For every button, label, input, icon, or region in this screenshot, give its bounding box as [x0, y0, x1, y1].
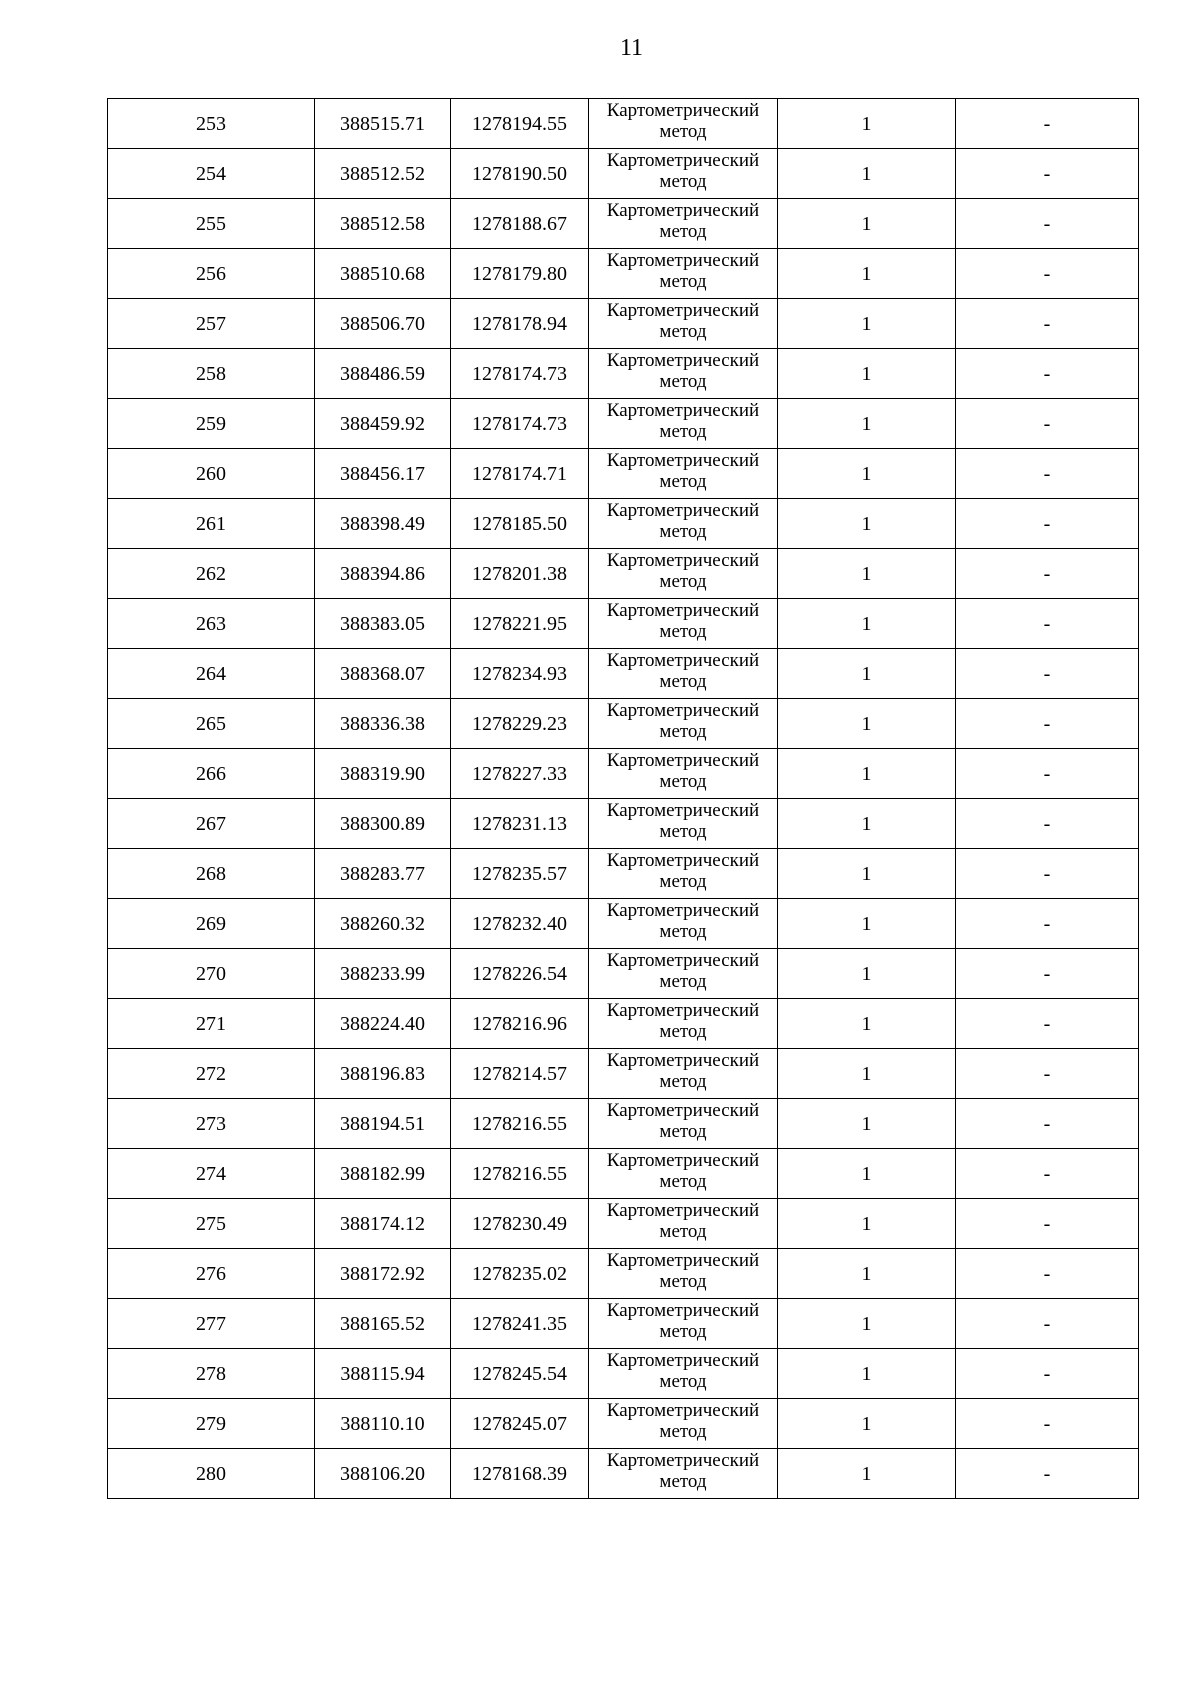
- cell-coordinate-x: 388283.77: [315, 849, 451, 899]
- cell-point-number: 262: [108, 549, 315, 599]
- method-line-2: метод: [659, 771, 707, 792]
- cell-method: [589, 1349, 778, 1399]
- table-row: [108, 899, 1139, 949]
- cell-accuracy: 1: [778, 149, 956, 199]
- cell-coordinate-y: 1278216.55: [451, 1099, 589, 1149]
- method-line-2: метод: [659, 1371, 707, 1392]
- cell-coordinate-x: 388459.92: [315, 399, 451, 449]
- cell-accuracy: 1: [778, 699, 956, 749]
- cell-point-number: 276: [108, 1249, 315, 1299]
- cell-description: -: [956, 699, 1139, 749]
- cell-method: [589, 349, 778, 399]
- method-line-2: метод: [659, 171, 707, 192]
- method-line-2: метод: [659, 271, 707, 292]
- table-row: [108, 449, 1139, 499]
- method-line-1: Картометрический: [606, 1000, 760, 1021]
- table-row: [108, 549, 1139, 599]
- cell-description: -: [956, 199, 1139, 249]
- cell-description: -: [956, 1449, 1139, 1499]
- table-row: [108, 1099, 1139, 1149]
- page-number: 11: [619, 35, 644, 61]
- method-line-2: метод: [659, 1021, 707, 1042]
- table-row: [108, 799, 1139, 849]
- cell-coordinate-x: 388512.58: [315, 199, 451, 249]
- cell-accuracy: 1: [778, 1249, 956, 1299]
- method-line-2: метод: [659, 471, 707, 492]
- cell-point-number: 264: [108, 649, 315, 699]
- table-row: [108, 199, 1139, 249]
- cell-description: -: [956, 949, 1139, 999]
- cell-point-number: 273: [108, 1099, 315, 1149]
- coordinates-table: [107, 98, 1139, 1499]
- table-row: [108, 1449, 1139, 1499]
- cell-coordinate-x: 388398.49: [315, 499, 451, 549]
- cell-method: [589, 149, 778, 199]
- table-row: [108, 849, 1139, 899]
- cell-method: [589, 99, 778, 149]
- method-line-1: Картометрический: [606, 1350, 760, 1371]
- method-line-2: метод: [659, 721, 707, 742]
- cell-coordinate-y: 1278174.73: [451, 399, 589, 449]
- method-line-1: Картометрический: [606, 950, 760, 971]
- method-line-1: Картометрический: [606, 1100, 760, 1121]
- table-row: [108, 1199, 1139, 1249]
- method-line-1: Картометрический: [606, 350, 760, 371]
- method-line-2: метод: [659, 1121, 707, 1142]
- cell-method: [589, 399, 778, 449]
- cell-accuracy: 1: [778, 349, 956, 399]
- cell-point-number: 254: [108, 149, 315, 199]
- cell-description: -: [956, 1349, 1139, 1399]
- cell-method: [589, 299, 778, 349]
- cell-method: [589, 499, 778, 549]
- cell-coordinate-y: 1278216.55: [451, 1149, 589, 1199]
- method-line-1: Картометрический: [606, 900, 760, 921]
- cell-method: [589, 249, 778, 299]
- cell-description: -: [956, 849, 1139, 899]
- cell-coordinate-y: 1278168.39: [451, 1449, 589, 1499]
- cell-coordinate-x: 388394.86: [315, 549, 451, 599]
- table-row: [108, 1399, 1139, 1449]
- method-line-1: Картометрический: [606, 700, 760, 721]
- cell-accuracy: 1: [778, 499, 956, 549]
- table-row: [108, 1299, 1139, 1349]
- cell-method: [589, 749, 778, 799]
- cell-description: -: [956, 1399, 1139, 1449]
- cell-coordinate-y: 1278230.49: [451, 1199, 589, 1249]
- cell-description: -: [956, 899, 1139, 949]
- cell-coordinate-x: 388224.40: [315, 999, 451, 1049]
- table-row: [108, 999, 1139, 1049]
- method-line-2: метод: [659, 871, 707, 892]
- cell-accuracy: 1: [778, 99, 956, 149]
- cell-accuracy: 1: [778, 1349, 956, 1399]
- method-line-1: Картометрический: [606, 1250, 760, 1271]
- method-line-1: Картометрический: [606, 500, 760, 521]
- cell-coordinate-y: 1278174.71: [451, 449, 589, 499]
- cell-coordinate-x: 388182.99: [315, 1149, 451, 1199]
- cell-accuracy: 1: [778, 849, 956, 899]
- method-line-1: Картометрический: [606, 800, 760, 821]
- method-line-2: метод: [659, 821, 707, 842]
- cell-coordinate-y: 1278179.80: [451, 249, 589, 299]
- cell-coordinate-y: 1278178.94: [451, 299, 589, 349]
- cell-accuracy: 1: [778, 1299, 956, 1349]
- cell-description: -: [956, 99, 1139, 149]
- cell-coordinate-y: 1278235.57: [451, 849, 589, 899]
- cell-accuracy: 1: [778, 1399, 956, 1449]
- cell-description: -: [956, 149, 1139, 199]
- cell-accuracy: 1: [778, 449, 956, 499]
- cell-coordinate-y: 1278216.96: [451, 999, 589, 1049]
- cell-method: [589, 1099, 778, 1149]
- cell-coordinate-y: 1278185.50: [451, 499, 589, 549]
- table-row: [108, 599, 1139, 649]
- method-line-1: Картометрический: [606, 100, 760, 121]
- method-line-1: Картометрический: [606, 750, 760, 771]
- cell-coordinate-x: 388233.99: [315, 949, 451, 999]
- cell-coordinate-y: 1278188.67: [451, 199, 589, 249]
- cell-point-number: 263: [108, 599, 315, 649]
- cell-coordinate-x: 388336.38: [315, 699, 451, 749]
- cell-accuracy: 1: [778, 1099, 956, 1149]
- table-row: [108, 1349, 1139, 1399]
- cell-coordinate-x: 388174.12: [315, 1199, 451, 1249]
- cell-description: -: [956, 1149, 1139, 1199]
- cell-point-number: 253: [108, 99, 315, 149]
- cell-method: [589, 599, 778, 649]
- cell-method: [589, 649, 778, 699]
- method-line-2: метод: [659, 671, 707, 692]
- cell-accuracy: 1: [778, 649, 956, 699]
- cell-description: -: [956, 1099, 1139, 1149]
- cell-coordinate-x: 388115.94: [315, 1349, 451, 1399]
- cell-accuracy: 1: [778, 399, 956, 449]
- cell-description: -: [956, 1199, 1139, 1249]
- cell-coordinate-y: 1278194.55: [451, 99, 589, 149]
- method-line-1: Картометрический: [606, 1300, 760, 1321]
- method-line-1: Картометрический: [606, 1050, 760, 1071]
- cell-coordinate-x: 388486.59: [315, 349, 451, 399]
- cell-method: [589, 1399, 778, 1449]
- cell-method: [589, 199, 778, 249]
- cell-point-number: 255: [108, 199, 315, 249]
- cell-point-number: 267: [108, 799, 315, 849]
- cell-coordinate-x: 388510.68: [315, 249, 451, 299]
- table-row: [108, 649, 1139, 699]
- method-line-2: метод: [659, 571, 707, 592]
- cell-coordinate-x: 388172.92: [315, 1249, 451, 1299]
- cell-coordinate-y: 1278227.33: [451, 749, 589, 799]
- cell-point-number: 279: [108, 1399, 315, 1449]
- table-row: [108, 749, 1139, 799]
- cell-coordinate-x: 388512.52: [315, 149, 451, 199]
- cell-description: -: [956, 349, 1139, 399]
- cell-accuracy: 1: [778, 999, 956, 1049]
- cell-point-number: 268: [108, 849, 315, 899]
- cell-point-number: 271: [108, 999, 315, 1049]
- method-line-2: метод: [659, 421, 707, 442]
- cell-coordinate-y: 1278190.50: [451, 149, 589, 199]
- cell-point-number: 259: [108, 399, 315, 449]
- cell-point-number: 257: [108, 299, 315, 349]
- cell-coordinate-x: 388456.17: [315, 449, 451, 499]
- cell-description: -: [956, 549, 1139, 599]
- cell-accuracy: 1: [778, 199, 956, 249]
- cell-coordinate-x: 388319.90: [315, 749, 451, 799]
- table-row: [108, 99, 1139, 149]
- cell-accuracy: 1: [778, 299, 956, 349]
- cell-method: [589, 999, 778, 1049]
- cell-description: -: [956, 1049, 1139, 1099]
- cell-point-number: 275: [108, 1199, 315, 1249]
- cell-description: -: [956, 999, 1139, 1049]
- method-line-2: метод: [659, 221, 707, 242]
- cell-method: [589, 549, 778, 599]
- cell-accuracy: 1: [778, 949, 956, 999]
- cell-coordinate-y: 1278235.02: [451, 1249, 589, 1299]
- method-line-2: метод: [659, 121, 707, 142]
- method-line-1: Картометрический: [606, 650, 760, 671]
- cell-point-number: 261: [108, 499, 315, 549]
- cell-method: [589, 699, 778, 749]
- cell-point-number: 269: [108, 899, 315, 949]
- method-line-1: Картометрический: [606, 850, 760, 871]
- cell-coordinate-x: 388383.05: [315, 599, 451, 649]
- cell-description: -: [956, 1249, 1139, 1299]
- method-line-2: метод: [659, 1071, 707, 1092]
- method-line-2: метод: [659, 1471, 707, 1492]
- method-line-2: метод: [659, 1171, 707, 1192]
- cell-coordinate-y: 1278201.38: [451, 549, 589, 599]
- cell-accuracy: 1: [778, 549, 956, 599]
- cell-description: -: [956, 299, 1139, 349]
- cell-method: [589, 799, 778, 849]
- method-line-1: Картометрический: [606, 1150, 760, 1171]
- method-line-1: Картометрический: [606, 450, 760, 471]
- cell-description: -: [956, 449, 1139, 499]
- cell-method: [589, 1249, 778, 1299]
- cell-coordinate-y: 1278245.07: [451, 1399, 589, 1449]
- cell-method: [589, 449, 778, 499]
- cell-point-number: 258: [108, 349, 315, 399]
- method-line-2: метод: [659, 621, 707, 642]
- table-row: [108, 349, 1139, 399]
- cell-accuracy: 1: [778, 749, 956, 799]
- cell-method: [589, 899, 778, 949]
- cell-coordinate-y: 1278229.23: [451, 699, 589, 749]
- cell-description: -: [956, 599, 1139, 649]
- cell-coordinate-y: 1278214.57: [451, 1049, 589, 1099]
- method-line-2: метод: [659, 1321, 707, 1342]
- cell-method: [589, 849, 778, 899]
- cell-coordinate-y: 1278174.73: [451, 349, 589, 399]
- cell-coordinate-x: 388515.71: [315, 99, 451, 149]
- cell-description: -: [956, 1299, 1139, 1349]
- cell-accuracy: 1: [778, 1199, 956, 1249]
- coordinates-table-body: [108, 99, 1139, 1499]
- method-line-1: Картометрический: [606, 1450, 760, 1471]
- cell-coordinate-y: 1278234.93: [451, 649, 589, 699]
- cell-method: [589, 1199, 778, 1249]
- method-line-1: Картометрический: [606, 550, 760, 571]
- cell-description: -: [956, 799, 1139, 849]
- method-line-1: Картометрический: [606, 600, 760, 621]
- cell-point-number: 270: [108, 949, 315, 999]
- cell-coordinate-x: 388506.70: [315, 299, 451, 349]
- cell-coordinate-x: 388106.20: [315, 1449, 451, 1499]
- method-line-2: метод: [659, 1421, 707, 1442]
- cell-coordinate-x: 388165.52: [315, 1299, 451, 1349]
- cell-coordinate-x: 388194.51: [315, 1099, 451, 1149]
- cell-accuracy: 1: [778, 1049, 956, 1099]
- table-row: [108, 399, 1139, 449]
- method-line-1: Картометрический: [606, 1400, 760, 1421]
- cell-description: -: [956, 399, 1139, 449]
- cell-point-number: 256: [108, 249, 315, 299]
- cell-accuracy: 1: [778, 1149, 956, 1199]
- cell-coordinate-x: 388110.10: [315, 1399, 451, 1449]
- cell-accuracy: 1: [778, 899, 956, 949]
- cell-method: [589, 949, 778, 999]
- cell-accuracy: 1: [778, 249, 956, 299]
- table-row: [108, 1049, 1139, 1099]
- cell-point-number: 265: [108, 699, 315, 749]
- cell-point-number: 280: [108, 1449, 315, 1499]
- cell-method: [589, 1149, 778, 1199]
- table-row: [108, 149, 1139, 199]
- method-line-2: метод: [659, 321, 707, 342]
- cell-point-number: 260: [108, 449, 315, 499]
- method-line-2: метод: [659, 921, 707, 942]
- method-line-1: Картометрический: [606, 150, 760, 171]
- method-line-1: Картометрический: [606, 200, 760, 221]
- method-line-1: Картометрический: [606, 250, 760, 271]
- cell-coordinate-x: 388368.07: [315, 649, 451, 699]
- cell-point-number: 278: [108, 1349, 315, 1399]
- cell-description: -: [956, 499, 1139, 549]
- cell-coordinate-x: 388196.83: [315, 1049, 451, 1099]
- cell-coordinate-y: 1278221.95: [451, 599, 589, 649]
- table-row: [108, 299, 1139, 349]
- cell-point-number: 274: [108, 1149, 315, 1199]
- method-line-1: Картометрический: [606, 400, 760, 421]
- method-line-2: метод: [659, 1271, 707, 1292]
- cell-coordinate-y: 1278226.54: [451, 949, 589, 999]
- cell-description: -: [956, 749, 1139, 799]
- cell-method: [589, 1449, 778, 1499]
- table-row: [108, 1249, 1139, 1299]
- cell-coordinate-x: 388260.32: [315, 899, 451, 949]
- table-row: [108, 499, 1139, 549]
- cell-accuracy: 1: [778, 799, 956, 849]
- method-line-2: метод: [659, 371, 707, 392]
- cell-description: -: [956, 649, 1139, 699]
- table-row: [108, 949, 1139, 999]
- cell-point-number: 272: [108, 1049, 315, 1099]
- cell-method: [589, 1299, 778, 1349]
- cell-accuracy: 1: [778, 1449, 956, 1499]
- cell-coordinate-x: 388300.89: [315, 799, 451, 849]
- method-line-2: метод: [659, 1221, 707, 1242]
- cell-point-number: 277: [108, 1299, 315, 1349]
- cell-coordinate-y: 1278231.13: [451, 799, 589, 849]
- cell-description: -: [956, 249, 1139, 299]
- method-line-2: метод: [659, 521, 707, 542]
- cell-method: [589, 1049, 778, 1099]
- table-row: [108, 1149, 1139, 1199]
- cell-point-number: 266: [108, 749, 315, 799]
- table-row: [108, 249, 1139, 299]
- method-line-2: метод: [659, 971, 707, 992]
- method-line-1: Картометрический: [606, 1200, 760, 1221]
- cell-accuracy: 1: [778, 599, 956, 649]
- cell-coordinate-y: 1278245.54: [451, 1349, 589, 1399]
- cell-coordinate-y: 1278232.40: [451, 899, 589, 949]
- table-row: [108, 699, 1139, 749]
- cell-coordinate-y: 1278241.35: [451, 1299, 589, 1349]
- method-line-1: Картометрический: [606, 300, 760, 321]
